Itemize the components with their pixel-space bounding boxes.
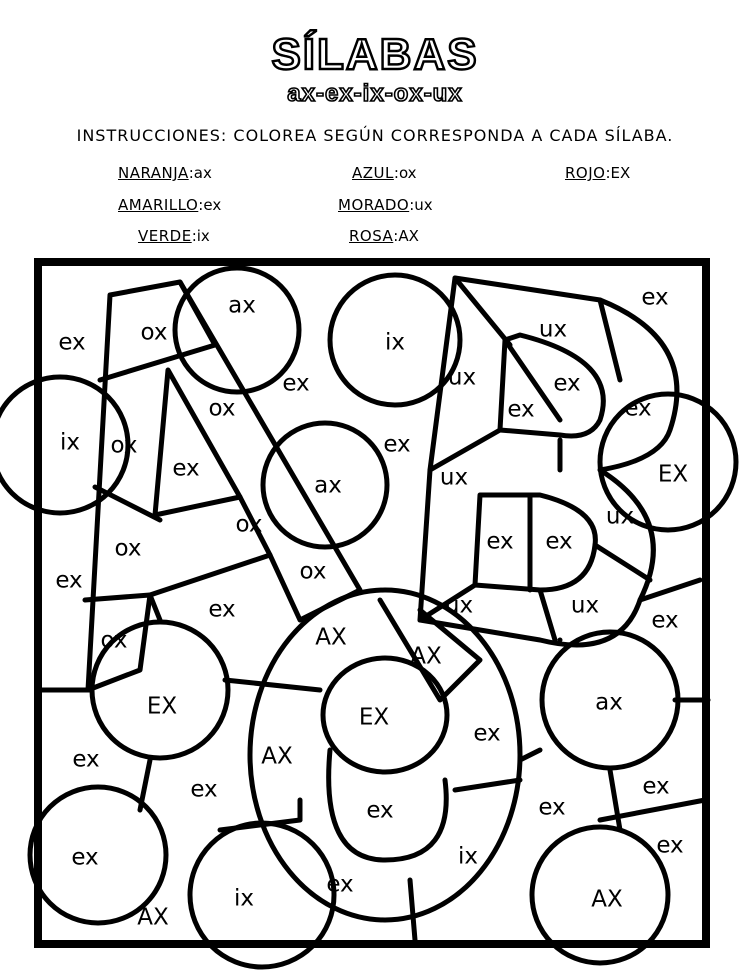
region-label: ox — [140, 319, 168, 346]
region-label: ex — [545, 528, 573, 555]
region-label: ix — [233, 885, 255, 912]
region-label: ox — [235, 511, 263, 538]
region-label: ex — [553, 370, 581, 397]
region-label: ox — [114, 535, 142, 562]
key-color: ROSA — [349, 227, 394, 245]
key-rosa: ROSA:AX — [349, 227, 419, 245]
region-label: ex — [282, 370, 310, 397]
region-label: ux — [447, 364, 477, 391]
region-label: ex — [190, 776, 218, 803]
region-label: ux — [444, 592, 474, 619]
region-label: ux — [439, 464, 469, 491]
region-label: AX — [137, 904, 169, 931]
region-label: ex — [486, 528, 514, 555]
region-label: ux — [570, 592, 600, 619]
region-label: ex — [55, 567, 83, 594]
region-label: ax — [314, 472, 342, 499]
region-label: ex — [71, 844, 99, 871]
region-label: ox — [299, 558, 327, 585]
key-verde: VERDE:ix — [138, 227, 210, 245]
region-label: ex — [208, 596, 236, 623]
region-label: AX — [591, 886, 623, 913]
region-label: EX — [146, 693, 178, 720]
region-label: EX — [657, 461, 689, 488]
region-label: ex — [72, 746, 100, 773]
region-label: ax — [228, 292, 256, 319]
region-label: ex — [624, 395, 652, 422]
region-label: ix — [59, 429, 81, 456]
region-label: ex — [383, 431, 411, 458]
key-color: AZUL — [352, 164, 394, 182]
region-label: ex — [656, 832, 684, 859]
key-color: MORADO — [338, 196, 410, 214]
region-label: ex — [641, 284, 669, 311]
region-label: ex — [326, 871, 354, 898]
worksheet-title: SÍLABAS — [271, 30, 479, 79]
key-syllable: EX — [610, 164, 631, 182]
instructions: INSTRUCCIONES: COLOREA SEGÚN CORRESPONDA A CADA SÍLABA. — [76, 126, 674, 145]
region-label: AX — [261, 743, 293, 770]
key-syllable: ax — [193, 164, 212, 182]
key-naranja: NARANJA:ax — [118, 164, 212, 182]
region-label: ox — [110, 432, 138, 459]
key-syllable: AX — [398, 227, 419, 245]
region-label: ex — [642, 773, 670, 800]
region-label: ex — [473, 720, 501, 747]
region-label: ex — [172, 455, 200, 482]
key-syllable: ux — [414, 196, 433, 214]
key-amarillo: AMARILLO:ex — [118, 196, 222, 214]
key-syllable: ix — [196, 227, 210, 245]
key-color: AMARILLO — [118, 196, 199, 214]
region-label: ex — [651, 607, 679, 634]
puzzle-lines — [0, 268, 736, 967]
key-color: ROJO — [565, 164, 606, 182]
region-label: ox — [100, 627, 128, 654]
region-label: ex — [538, 794, 566, 821]
region-label: ex — [58, 329, 86, 356]
region-label: ex — [507, 396, 535, 423]
region-label: ox — [208, 395, 236, 422]
key-azul: AZUL:ox — [352, 164, 417, 182]
key-color: NARANJA — [118, 164, 189, 182]
region-label: ix — [457, 843, 479, 870]
region-label: AX — [315, 624, 347, 651]
key-color: VERDE — [138, 227, 192, 245]
region-label: ix — [384, 329, 406, 356]
key-morado: MORADO:ux — [338, 196, 433, 214]
region-label: ux — [538, 316, 568, 343]
region-label: EX — [358, 704, 390, 731]
region-label: ax — [595, 689, 623, 716]
region-label: ex — [366, 797, 394, 824]
puzzle-frame — [38, 262, 706, 944]
key-rojo: ROJO:EX — [565, 164, 631, 182]
region-label: AX — [410, 643, 442, 670]
key-syllable: ex — [203, 196, 222, 214]
key-syllable: ox — [398, 164, 417, 182]
region-label: ux — [605, 503, 635, 530]
worksheet-subtitle: ax-ex-ix-ox-ux — [287, 80, 463, 107]
